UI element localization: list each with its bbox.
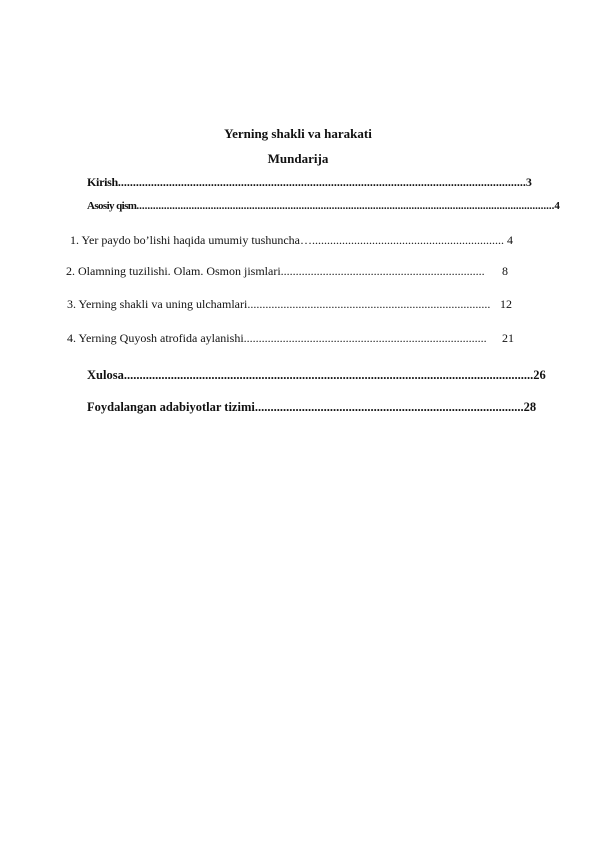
toc-page-number: 4 (554, 200, 560, 212)
toc-page-number: 21 (502, 331, 514, 345)
toc-page-number: 8 (502, 264, 508, 278)
toc-heading: Mundarija (267, 151, 329, 166)
toc-entry-xulosa (87, 368, 546, 382)
toc-entry-foydalangan-adabiyotlar (87, 400, 537, 414)
toc-entry-kirish (87, 175, 532, 189)
toc-leader-dots: ...................................................................................... (254, 400, 524, 414)
toc-entry-3 (67, 297, 512, 311)
toc-entry-label: 2. Olamning tuzilishi. Olam. Osmon jismlari (66, 264, 281, 278)
toc-entry-label: Foydalangan adabiyotlar tizimi (87, 400, 255, 414)
toc-page-number: 12 (500, 297, 512, 311)
toc-page-number: 26 (533, 368, 546, 382)
toc-page-number: 4 (507, 233, 513, 247)
toc-page-number: 28 (523, 400, 537, 414)
toc-entry-asosiy-qism (87, 199, 560, 213)
toc-entry-label: Asosiy qism (87, 200, 137, 212)
toc-entry-1 (70, 233, 513, 247)
toc-entry-2 (66, 264, 508, 278)
toc-entry-label: 4. Yerning Quyosh atrofida aylanishi (67, 331, 244, 345)
toc-leader-dots: ........................................................................................................................................................ (136, 200, 555, 212)
toc-leader-dots: .................................................................... (280, 264, 485, 278)
toc-entry-4 (67, 331, 514, 345)
toc-leader-dots: ................................................................ (311, 233, 504, 247)
toc-leader-dots: ................................................................................. (243, 331, 487, 345)
toc-entry-label: Xulosa (87, 368, 124, 382)
toc-entry-label: Kirish (87, 175, 118, 189)
toc-leader-dots: ........................................................................................................................................ (117, 175, 526, 189)
toc-entry-label: 1. Yer paydo bo’lishi haqida umumiy tushuncha… (70, 233, 312, 247)
toc-leader-dots: ................................................................................. (247, 297, 491, 311)
toc-page-number: 3 (525, 175, 532, 189)
document-title: Yerning shakli va harakati (224, 126, 372, 141)
toc-leader-dots: ................................................................................................................................... (123, 368, 534, 382)
toc-entry-label: 3. Yerning shakli va uning ulchamlari (67, 297, 248, 311)
